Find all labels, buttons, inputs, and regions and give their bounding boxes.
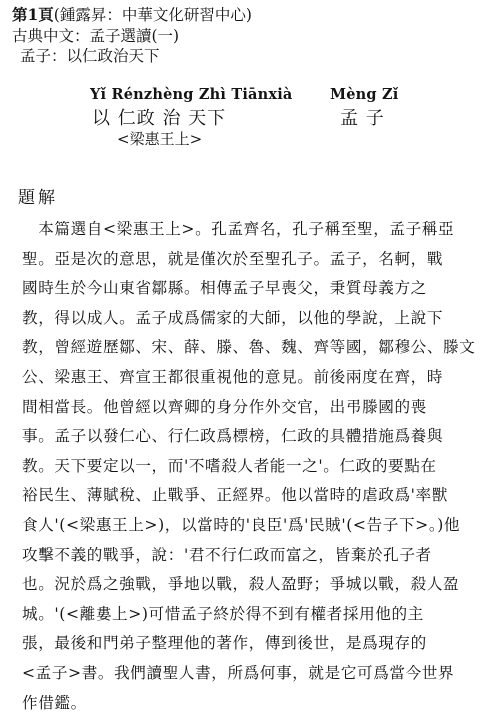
- author-pinyin: Mèng Zǐ: [330, 86, 399, 103]
- paragraph-line: 教。天下要定以一，而'不嗜殺人者能一之'。仁政的要點在: [22, 456, 437, 475]
- paragraph-line: <孟子>書。我們讀聖人書，所爲何事，就是它可爲當今世界: [22, 663, 455, 682]
- title-pinyin: Yǐ Rénzhèng Zhì Tiānxià: [90, 86, 293, 103]
- paragraph-line: 食人'(<梁惠王上>)，以當時的'良臣'爲'民賊'(<告子下>。)他: [22, 515, 461, 534]
- explanation-paragraph: [22, 215, 480, 718]
- course-title: 古典中文：孟子選讀(一): [12, 27, 180, 45]
- paragraph-line: 本篇選自<梁惠王上>。孔孟齊名，孔子稱至聖，孟子稱亞: [22, 220, 455, 238]
- source-attribution: (鍾露昇：中華文化研習中心): [53, 6, 252, 24]
- chapter-reference: <梁惠王上>: [117, 130, 203, 148]
- paragraph-line: 攻擊不義的戰爭，說：'君不行仁政而富之，皆棄於孔子者: [22, 545, 432, 564]
- page-label: 第1頁: [12, 5, 54, 24]
- paragraph-line: 作借鑑。: [22, 693, 87, 712]
- title-chinese: 以 仁政 治 天下: [92, 108, 227, 129]
- paragraph-line: 聖。亞是次的意思，就是僅次於至聖孔子。孟子，名軻，戰: [22, 249, 444, 268]
- paragraph-line: 間相當長。他曾經以齊卿的身分作外交官，出弔滕國的喪: [22, 397, 427, 416]
- section-heading: 題解: [18, 188, 58, 208]
- paragraph-line: 公、梁惠王、齊宣王都很重視他的意見。前後兩度在齊，時: [22, 367, 444, 386]
- paragraph-line: 教，曾經遊歷鄒、宋、薛、滕、魯、魏、齊等國，鄒穆公、滕文: [22, 338, 476, 357]
- paragraph-line: 張，最後和門弟子整理他的著作，傳到後世，是爲現存的: [22, 634, 427, 653]
- paragraph-line: 事。孟子以發仁心、行仁政爲標榜，仁政的具體措施爲養與: [22, 427, 444, 446]
- header-line-1: [12, 5, 252, 25]
- paragraph-line: 教，得以成人。孟子成爲儒家的大師，以他的學說，上說下: [22, 308, 444, 327]
- paragraph-line: 裕民生、薄賦稅、止戰爭、正經界。他以當時的虐政爲'率獸: [22, 486, 448, 505]
- paragraph-line: 國時生於今山東省鄒縣。相傳孟子早喪父，秉質母義方之: [22, 279, 427, 298]
- lesson-title: 孟子：以仁政治天下: [20, 47, 160, 65]
- paragraph-line: 城。'(<離婁上>)可惜孟子終於得不到有權者採用他的主: [22, 604, 424, 623]
- paragraph-line: 也。況於爲之強戰，爭地以戰，殺人盈野；爭城以戰，殺人盈: [22, 575, 460, 594]
- author-chinese: 孟 子: [340, 108, 385, 129]
